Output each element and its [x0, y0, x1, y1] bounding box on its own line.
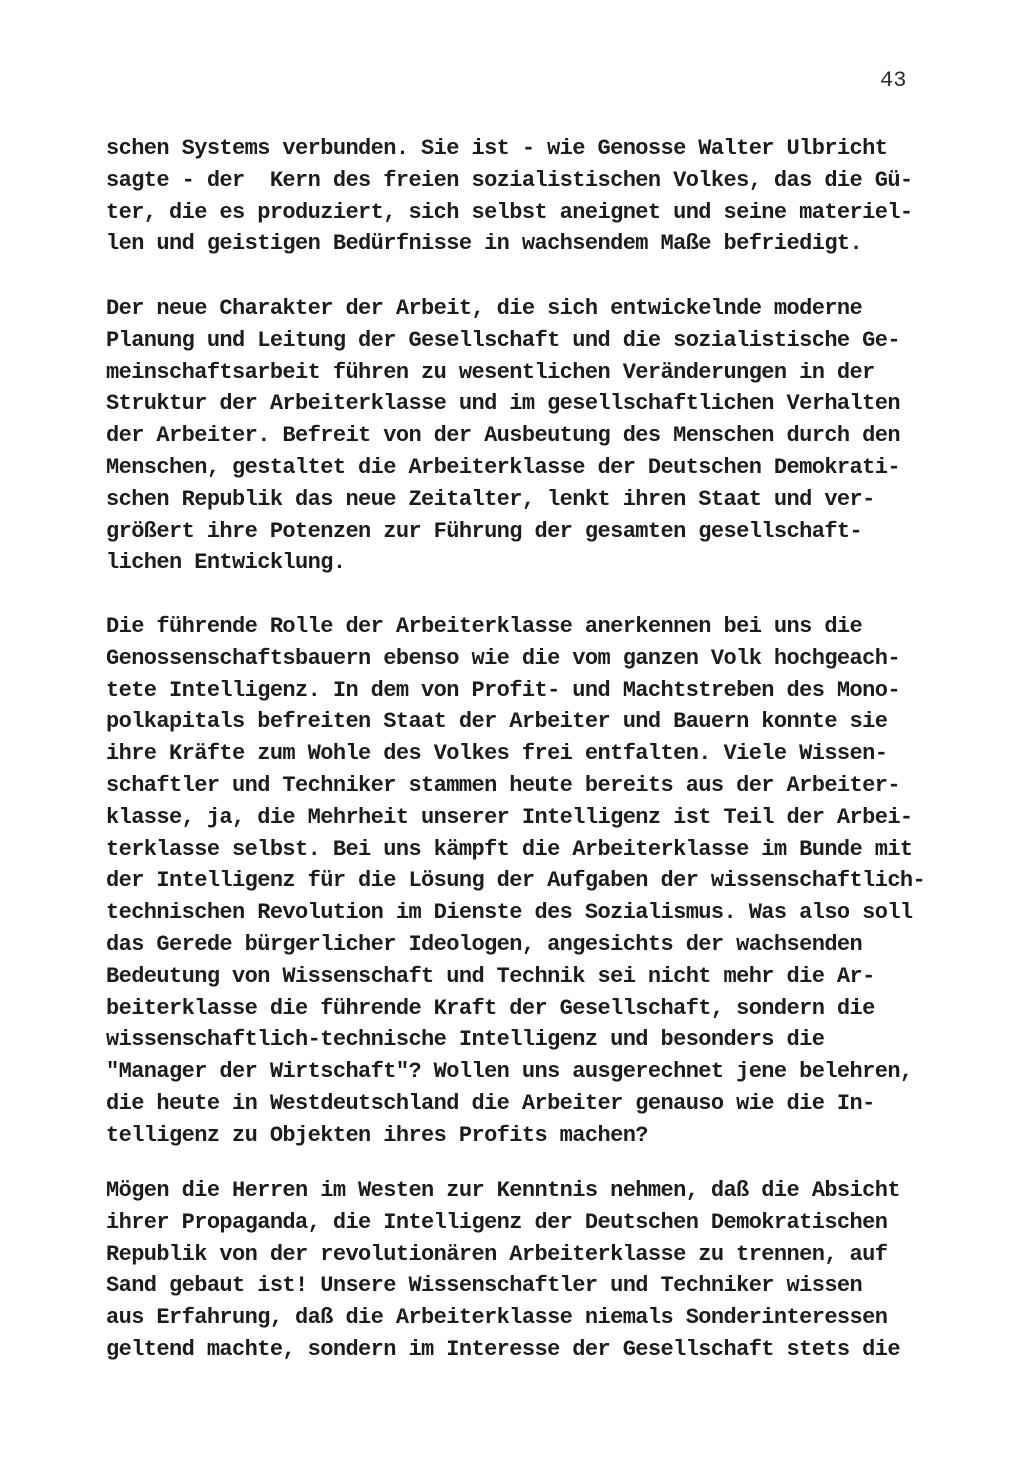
text-line: Menschen, gestaltet die Arbeiterklasse der Deutschen Demokrati- — [106, 455, 900, 480]
text-line: aus Erfahrung, daß die Arbeiterklasse niemals Sonderinteressen — [106, 1305, 888, 1331]
text-line: meinschaftsarbeit führen zu wesentlichen Veränderungen in der — [106, 359, 875, 385]
text-line: Bedeutung von Wissenschaft und Technik sei nicht mehr die Ar- — [106, 963, 875, 989]
text-line: sagte - der Kern des freien sozialistischen Volkes, das die Gü- — [106, 167, 913, 193]
text-line: der Arbeiter. Befreit von der Ausbeutung des Menschen durch den — [106, 423, 900, 449]
text-line: ter, die es produziert, sich selbst aneignet und seine materiel- — [106, 199, 913, 225]
page-number: 43 — [880, 68, 907, 93]
text-line: technischen Revolution im Dienste des Sozialismus. Was also soll — [106, 900, 913, 926]
text-line: schaftler und Techniker stammen heute bereits aus der Arbeiter- — [106, 773, 900, 798]
text-line: ihrer Propaganda, die Intelligenz der Deutschen Demokratischen — [106, 1209, 888, 1235]
text-line: das Gerede bürgerlicher Ideologen, angesichts der wachsenden — [106, 932, 863, 957]
text-line: len und geistigen Bedürfnisse in wachsendem Maße befriedigt. — [106, 231, 863, 257]
text-line: Sand gebaut ist! Unsere Wissenschaftler und Techniker wissen — [106, 1273, 863, 1299]
text-line: Republik von der revolutionären Arbeiterklasse zu trennen, auf — [106, 1241, 888, 1267]
text-line: Struktur der Arbeiterklasse und im gesellschaftlichen Verhalten — [106, 391, 900, 417]
text-line: größert ihre Potenzen zur Führung der gesamten gesellschaft- — [106, 518, 863, 544]
text-line: die heute in Westdeutschland die Arbeiter genauso wie die In- — [106, 1091, 875, 1116]
text-line: Die führende Rolle der Arbeiterklasse anerkennen bei uns die — [106, 614, 863, 639]
text-line: polkapitals befreiten Staat der Arbeiter und Bauern konnte sie — [106, 709, 888, 735]
text-line: Genossenschaftsbauern ebenso wie die vom ganzen Volk hochgeach- — [106, 645, 900, 671]
text-line: wissenschaftlich-technische Intelligenz und besonders die — [106, 1027, 825, 1053]
text-line: lichen Entwicklung. — [106, 550, 346, 576]
text-line: der Intelligenz für die Lösung der Aufgaben der wissenschaftlich- — [106, 868, 926, 894]
text-line: beiterklasse die führende Kraft der Gesellschaft, sondern die — [106, 995, 875, 1021]
text-line: Planung und Leitung der Gesellschaft und die sozialistische Ge- — [106, 327, 900, 353]
text-line: "Manager der Wirtschaft"? Wollen uns ausgerechnet jene belehren, — [106, 1059, 913, 1085]
text-line: schen Republik das neue Zeitalter, lenkt ihren Staat und ver- — [106, 486, 875, 512]
text-line: telligenz zu Objekten ihres Profits machen? — [106, 1122, 648, 1148]
text-line: Mögen die Herren im Westen zur Kenntnis nehmen, daß die Absicht — [106, 1178, 900, 1203]
text-line: Der neue Charakter der Arbeit, die sich entwickelnde moderne — [106, 296, 863, 321]
text-line: klasse, ja, die Mehrheit unserer Intelligenz ist Teil der Arbei- — [106, 804, 913, 830]
text-line: terklasse selbst. Bei uns kämpft die Arbeiterklasse im Bunde mit — [106, 836, 913, 862]
text-line: geltend machte, sondern im Interesse der Gesellschaft stets die — [106, 1337, 900, 1362]
text-line: ihre Kräfte zum Wohle des Volkes frei entfalten. Viele Wissen- — [106, 741, 888, 767]
text-line: tete Intelligenz. In dem von Profit- und Machtstreben des Mono- — [106, 677, 900, 703]
text-line: schen Systems verbunden. Sie ist - wie Genosse Walter Ulbricht — [106, 136, 888, 161]
